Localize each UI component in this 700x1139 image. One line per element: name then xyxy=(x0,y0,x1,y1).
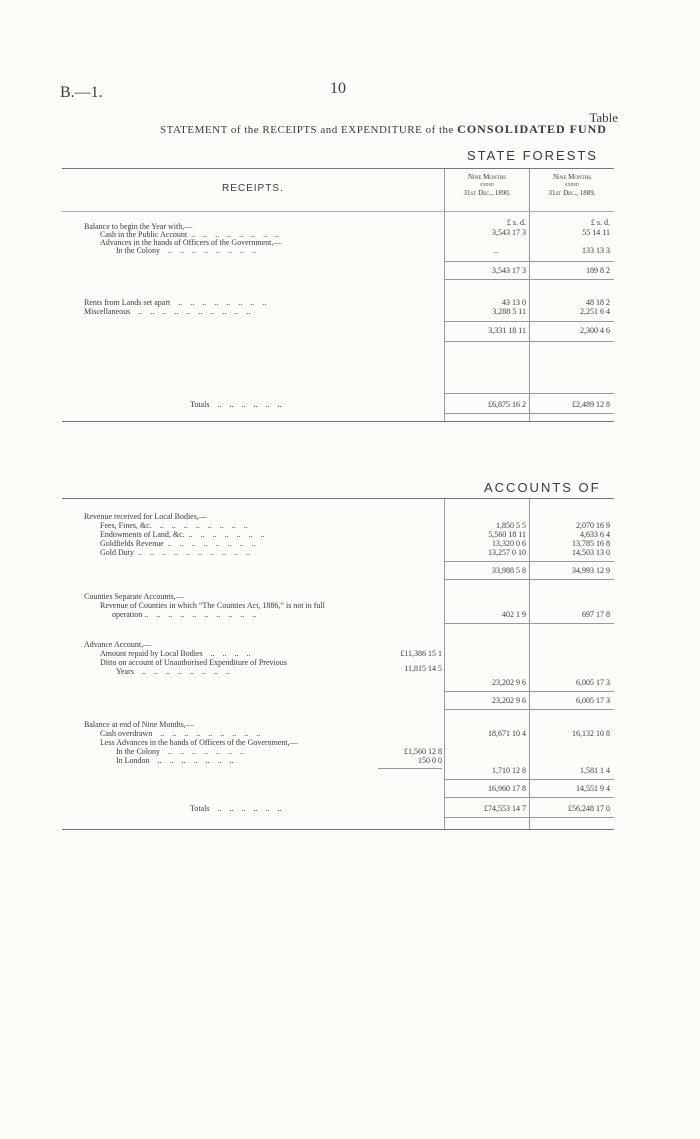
table-label: Table xyxy=(589,110,618,125)
accounts-subtotal3-1889: 6,005 17 3 xyxy=(576,696,610,705)
rents-1890: 43 13 0 xyxy=(502,298,526,307)
accounts-subtotal4-1889: 14,551 9 4 xyxy=(576,784,610,793)
accounts-totals-1889: £56,248 17 0 xyxy=(568,804,610,813)
less-advances-1889: 1,581 1 4 xyxy=(580,766,610,775)
revenue-local-bodies-label: Revenue received for Local Bodies,— xyxy=(84,512,207,521)
fees-1889: 2,070 16 9 xyxy=(576,521,610,530)
overdrawn-1889: 16,132 10 8 xyxy=(572,729,610,738)
colony-1890: .. xyxy=(494,246,498,255)
forests-col2-header: Nine Months ended 31st Dec., 1889. xyxy=(548,173,596,197)
forests-subtotal2-1889: 2,300 4 6 xyxy=(580,326,610,335)
forests-totals-1889: £2,489 12 8 xyxy=(572,400,610,409)
goldfields-revenue-label: Goldfields Revenue .. .. .. .. .. .. .. .. xyxy=(100,539,256,548)
forests-subtotal2-1890: 3,331 18 11 xyxy=(488,326,526,335)
counties-1890: 402 1 9 xyxy=(502,610,526,619)
fees-1890: 1,850 5 5 xyxy=(496,521,526,530)
ditto-unauthorised-line2: Years .. .. .. .. .. .. .. .. xyxy=(116,667,230,676)
receipts-column-header: RECEIPTS. xyxy=(222,183,284,194)
colony-1889: 133 13 3 xyxy=(582,246,610,255)
accounts-totals-label: Totals .. .. .. .. .. .. xyxy=(190,804,282,813)
goldfields-revenue-1889: 13,785 16 8 xyxy=(572,539,610,548)
accounts-totals-1890: £74,553 14 7 xyxy=(484,804,526,813)
page-number: 10 xyxy=(330,80,346,97)
units-col1: £ s. d. xyxy=(506,218,526,227)
less-advances-1890: 1,710 12 8 xyxy=(492,766,526,775)
endowments-1890: 5,560 18 11 xyxy=(488,530,526,539)
accounts-subtotal3-1890: 23,202 9 6 xyxy=(492,696,526,705)
title-prefix: STATEMENT of the RECEIPTS and EXPENDITURE of the xyxy=(160,124,454,136)
accounts-subtotal4-1890: 16,960 17 8 xyxy=(488,784,526,793)
counties-label: Counties Separate Accounts,— xyxy=(84,592,184,601)
rents-1889: 48 18 2 xyxy=(586,298,610,307)
title-bold: CONSOLIDATED FUND xyxy=(457,122,607,136)
counties-revenue-line1: Revenue of Counties in which “The Counties Act, 1886,” is not in full xyxy=(100,601,325,610)
in-the-colony-label: In the Colony .. .. .. .. .. .. .. xyxy=(116,747,244,756)
advances-label: Advances in the hands of Officers of the Government,— xyxy=(100,238,282,247)
cash-overdrawn-label: Cash overdrawn .. .. .. .. .. .. .. .. .. xyxy=(100,729,261,738)
in-london-label: In London .. .. .. .. .. .. .. xyxy=(116,756,234,765)
forests-subtotal1-1890: 3,543 17 3 xyxy=(492,266,526,275)
advance-account-label: Advance Account,— xyxy=(84,640,152,649)
forests-totals-1890: £6,875 16 2 xyxy=(488,400,526,409)
in-london-value: 150 0 0 xyxy=(418,756,442,765)
goldfields-revenue-1890: 13,320 0 6 xyxy=(492,539,526,548)
forests-table xyxy=(62,168,614,422)
forests-heading: STATE FORESTS xyxy=(467,148,598,163)
accounts-subtotal1-1889: 34,993 12 9 xyxy=(572,566,610,575)
overdrawn-1890: 18,671 10 4 xyxy=(488,729,526,738)
less-advances-label: Less Advances in the hands of Officers of the Government,— xyxy=(100,738,298,747)
endowments-label: Endowments of Land, &c. .. .. .. .. .. .. .. xyxy=(100,530,265,539)
cash-public-account-label: Cash in the Public Account .. .. .. .. .. .. .. .. xyxy=(100,230,280,239)
counties-revenue-line2: operation .. .. .. .. .. .. .. .. .. .. xyxy=(112,610,257,619)
accounts-subtotal1-1890: 33,988 5 8 xyxy=(492,566,526,575)
misc-1889: 2,251 6 4 xyxy=(580,307,610,316)
cash-1889: 55 14 11 xyxy=(582,228,610,237)
accounts-table xyxy=(62,498,614,830)
endowments-1889: 4,633 6 4 xyxy=(580,530,610,539)
advance-1890: 23,202 9 6 xyxy=(492,678,526,687)
gold-duty-label: Gold Duty .. .. .. .. .. .. .. .. .. .. xyxy=(100,548,250,557)
balance-end-label: Balance at end of Nine Months,— xyxy=(84,720,194,729)
ditto-unauthorised-line1: Ditto on account of Unauthorised Expenditure of Previous xyxy=(100,658,287,667)
in-the-colony-value: £1,560 12 8 xyxy=(404,747,442,756)
forests-totals-label: Totals .. .. .. .. .. .. xyxy=(190,400,282,409)
accounts-heading: ACCOUNTS OF xyxy=(484,480,601,495)
forests-subtotal1-1889: 189 8 2 xyxy=(586,266,610,275)
gold-duty-1889: 14,503 13 0 xyxy=(572,548,610,557)
gold-duty-1890: 13,257 0 10 xyxy=(488,548,526,557)
counties-1889: 697 17 8 xyxy=(582,610,610,619)
statement-title xyxy=(160,122,607,137)
forests-col1-header: Nine Months ended 31st Dec., 1890. xyxy=(463,173,511,197)
cash-1890: 3,543 17 3 xyxy=(492,228,526,237)
rents-label: Rents from Lands set apart .. .. .. .. .. .. .. .. xyxy=(84,298,267,307)
misc-label: Miscellaneous .. .. .. .. .. .. .. .. .. .. xyxy=(84,307,251,316)
ditto-unauthorised-value: 11,815 14 5 xyxy=(404,664,442,673)
balance-begin-label: Balance to begin the Year with,— xyxy=(84,222,193,231)
advance-1889: 6,005 17 3 xyxy=(576,678,610,687)
amount-repaid-label: Amount repaid by Local Bodies .. .. .. .. xyxy=(100,649,251,658)
document-code: B.—1. xyxy=(60,84,103,101)
misc-1890: 3,288 5 11 xyxy=(492,307,526,316)
in-colony-label: In the Colony .. .. .. .. .. .. .. .. xyxy=(116,246,256,255)
amount-repaid-value: £11,386 15 1 xyxy=(400,649,442,658)
fees-label: Fees, Fines, &c. .. .. .. .. .. .. .. .. xyxy=(100,521,248,530)
units-col2: £ s. d. xyxy=(590,218,610,227)
